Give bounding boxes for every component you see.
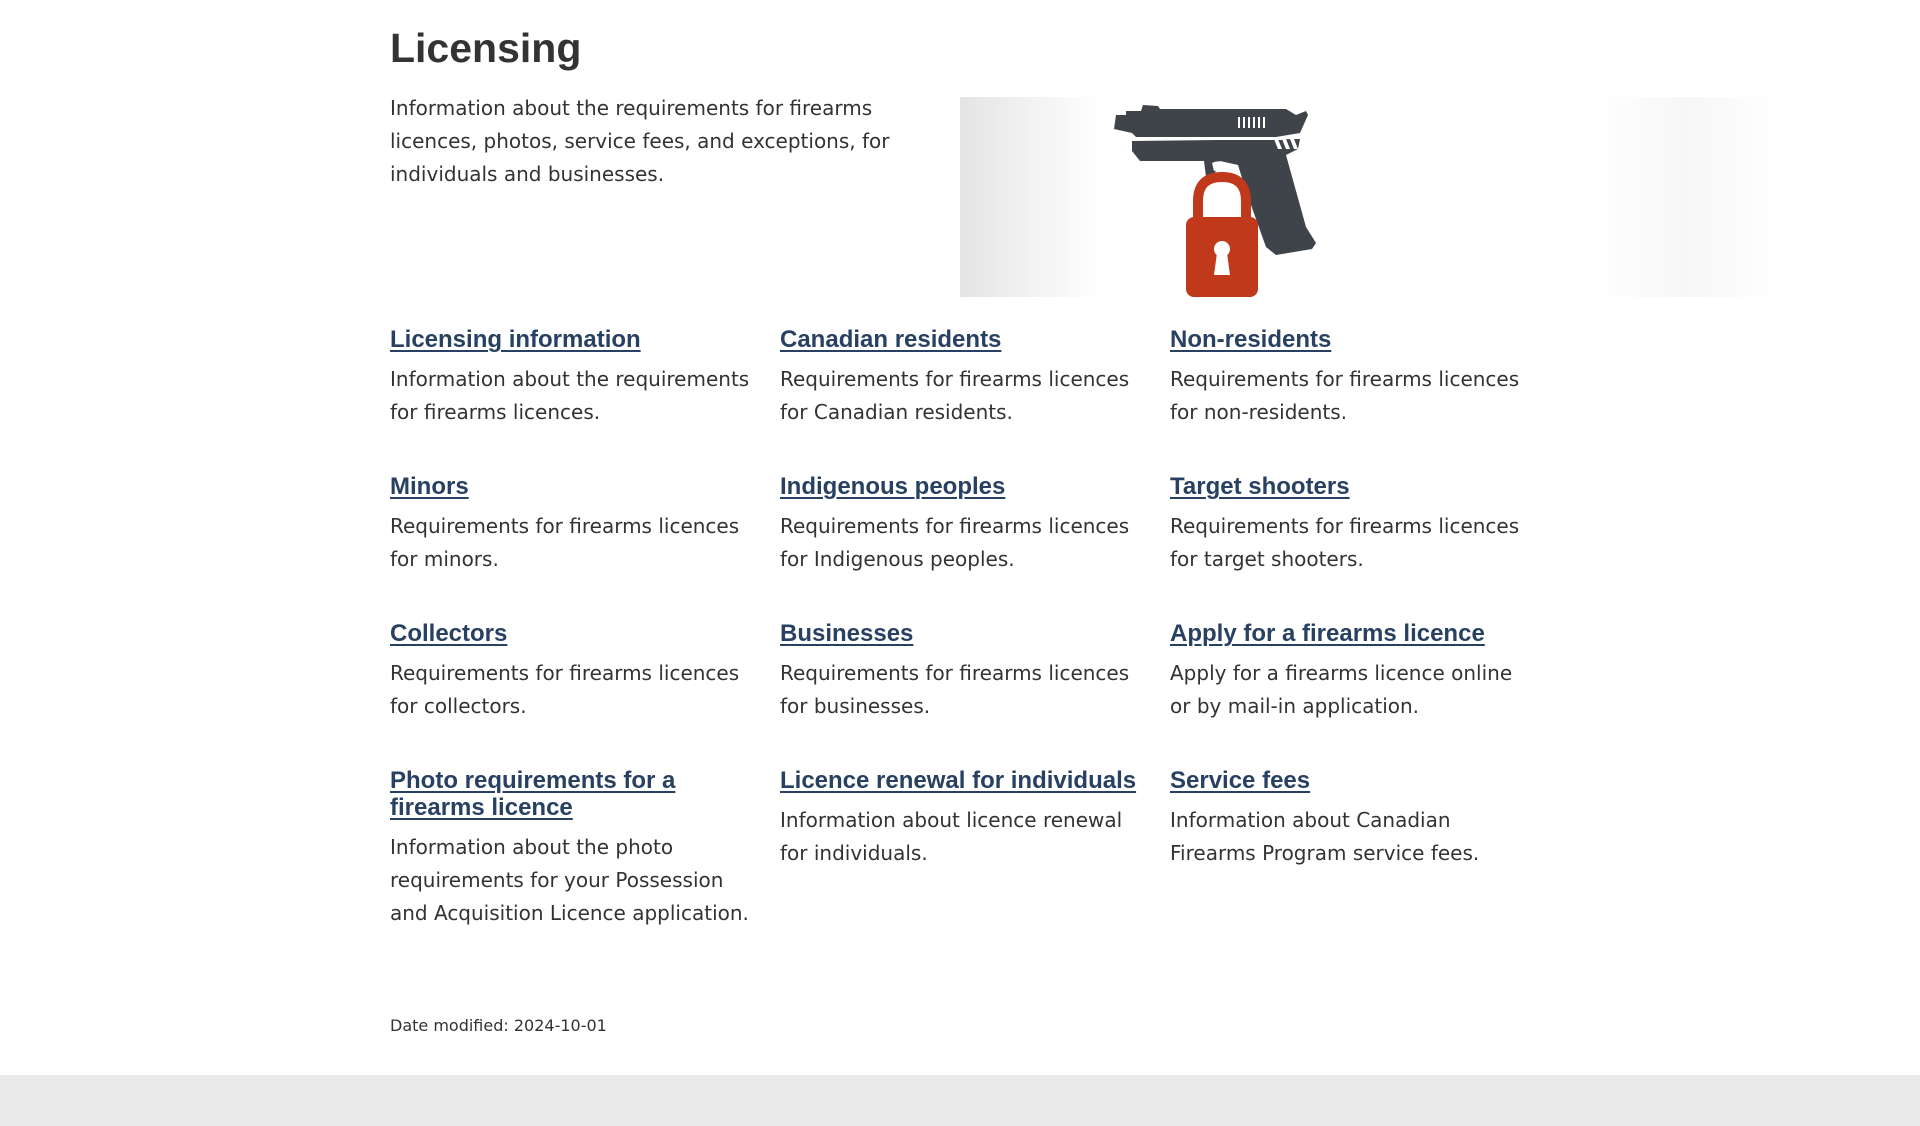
topic-link-target-shooters[interactable]: Target shooters — [1170, 473, 1350, 500]
date-modified — [390, 1015, 607, 1037]
topic-card — [780, 620, 1170, 767]
locked-handgun-icon — [1096, 97, 1376, 297]
topic-card — [1170, 326, 1560, 473]
topic-card — [1170, 473, 1560, 620]
topic-link-indigenous-peoples[interactable]: Indigenous peoples — [780, 473, 1006, 500]
topic-card — [1170, 767, 1560, 914]
topic-description: Requirements for firearms licences for collectors. — [390, 661, 740, 718]
topic-card — [390, 473, 780, 620]
footer-band — [0, 1075, 1920, 1126]
topic-description: Requirements for firearms licences for minors. — [390, 514, 740, 571]
topic-description: Requirements for firearms licences for Canadian residents. — [780, 367, 1130, 424]
topic-description: Information about Canadian Firearms Program service fees. — [1170, 808, 1480, 865]
topic-link-photo-requirements[interactable]: Photo requirements for a firearms licence — [390, 767, 676, 821]
topic-card — [390, 767, 780, 925]
page-intro: Information about the requirements for firearms licences, photos, service fees, and exceptions, for individuals and businesses. — [390, 96, 890, 186]
topic-link-licence-renewal[interactable]: Licence renewal for individuals — [780, 767, 1137, 794]
licensing-topics-grid — [390, 326, 1560, 925]
topic-description: Information about the requirements for firearms licences. — [390, 367, 750, 424]
topic-card — [390, 620, 780, 767]
topic-link-service-fees[interactable]: Service fees — [1170, 767, 1311, 794]
topic-description: Apply for a firearms licence online or by mail-in application. — [1170, 661, 1513, 718]
page-title: Licensing — [390, 25, 582, 71]
topic-link-licensing-information[interactable]: Licensing information — [390, 326, 641, 353]
topic-description: Information about the photo requirements for your Possession and Acquisition Licence application. — [390, 835, 749, 925]
topic-link-non-residents[interactable]: Non-residents — [1170, 326, 1332, 353]
date-modified-value: 2024-10-01 — [513, 1016, 607, 1035]
topic-link-businesses[interactable]: Businesses — [780, 620, 914, 647]
topic-card — [780, 326, 1170, 473]
topic-card — [390, 326, 780, 473]
topic-description: Requirements for firearms licences for target shooters. — [1170, 514, 1520, 571]
topic-description: Requirements for firearms licences for businesses. — [780, 661, 1130, 718]
topic-link-collectors[interactable]: Collectors — [390, 620, 508, 647]
topic-description: Requirements for firearms licences for Indigenous peoples. — [780, 514, 1130, 571]
hero-image — [960, 97, 1786, 297]
topic-link-canadian-residents[interactable]: Canadian residents — [780, 326, 1002, 353]
topic-description: Requirements for firearms licences for non-residents. — [1170, 367, 1520, 424]
topic-card — [780, 473, 1170, 620]
topic-card — [1170, 620, 1560, 767]
topic-link-apply-for-licence[interactable]: Apply for a firearms licence — [1170, 620, 1485, 647]
topic-link-minors[interactable]: Minors — [390, 473, 469, 500]
topic-card — [780, 767, 1170, 914]
topic-description: Information about licence renewal for individuals. — [780, 808, 1123, 865]
date-modified-label: Date modified: — [390, 1016, 509, 1035]
